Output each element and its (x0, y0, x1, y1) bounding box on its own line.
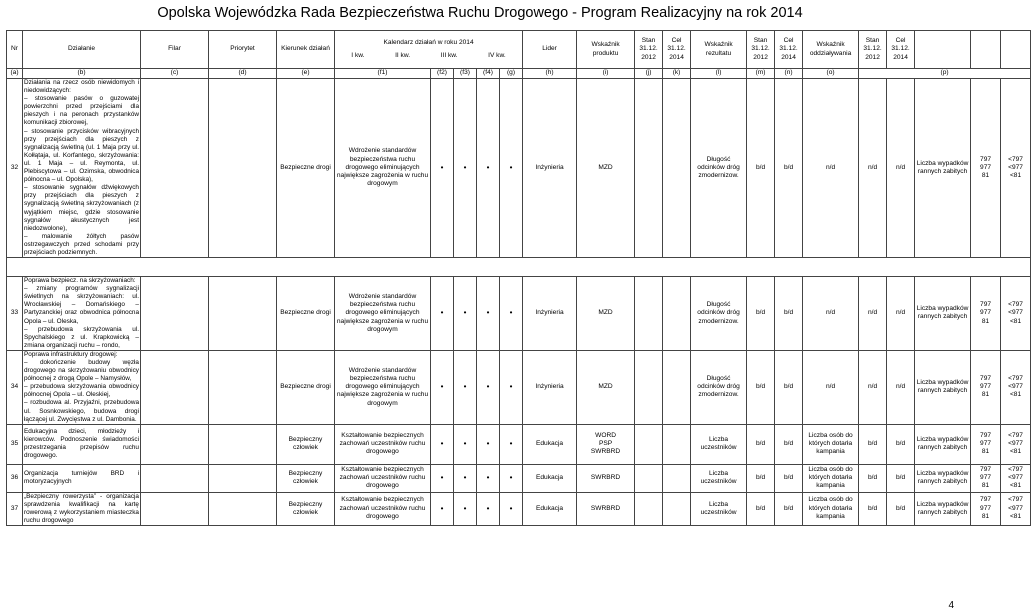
header-dzialanie: Działanie (23, 31, 141, 69)
row-nr: 36 (7, 464, 23, 492)
table-row (7, 492, 1031, 525)
row-stan-3: 797 977 81 (971, 492, 1001, 525)
column-letter: (o) (803, 69, 859, 79)
page-title: Opolska Wojewódzka Rada Bezpieczeństwa Ruchu Drogowego - Program Realizacyjny na rok 2014 (157, 5, 803, 21)
header-kierunek: Kierunek działań (277, 31, 335, 69)
header-filar: Filar (141, 31, 209, 69)
row-stan-1 (635, 424, 663, 464)
row-quarter-mark: • (454, 277, 477, 351)
row-wsk-produktu: WORD PSP SWRBRD (577, 424, 635, 464)
row-stan-3: 797 977 81 (971, 79, 1001, 258)
row-stan-3a: b/d (859, 492, 887, 525)
header-extra-1 (915, 31, 971, 69)
row-cel-1 (663, 464, 691, 492)
header-kalendarz (335, 31, 523, 69)
table-row (7, 350, 1031, 424)
row-quarter-mark: • (500, 424, 523, 464)
row-kierunek: Bezpieczne drogi (277, 277, 335, 351)
row-quarter-mark: • (477, 350, 500, 424)
header-stan-1: Stan 31.12. 2012 (635, 31, 663, 69)
column-letter: (e) (277, 69, 335, 79)
column-letter: (c) (141, 69, 209, 79)
row-kierunek: Bezpieczny człowiek (277, 464, 335, 492)
header-wsk-oddzialywania: Wskaźnik oddziaływania (803, 31, 859, 69)
row-dzialanie: Poprawa infrastruktury drogowej: – dokończenie budowy węzła drogowego na skrzyżowaniu obwodnicy północnej z drogą Opole – Namysłów, – przebudowa skrzyżowania obwodnicy północnej Opola – ul. Oleskiej, – rozbudowa al. Przyjaźni, przebudowa ul. Sosnkowskiego, budowa drogi łączącej ul. Zwycięstwa z ul. Dambonia. (24, 350, 139, 423)
row-cel-3: <797 <977 <81 (1001, 79, 1031, 258)
row-filar (141, 464, 209, 492)
row-stan-2: b/d (747, 492, 775, 525)
row-quarter-mark: • (500, 464, 523, 492)
row-cel-2: b/d (775, 464, 803, 492)
row-cel-2: b/d (775, 277, 803, 351)
row-wsk-oddzialywania: Liczba wypadków rannych zabitych (915, 277, 971, 351)
row-wsk-oddz-rez: n/d (803, 79, 859, 258)
row-wsk-oddzialywania: Liczba wypadków rannych zabitych (915, 79, 971, 258)
row-kierunek-full: Kształtowanie bezpiecznych zachowań uczestników ruchu drogowego (335, 424, 431, 464)
row-wsk-oddzialywania: Liczba wypadków rannych zabitych (915, 424, 971, 464)
header-lider: Lider (523, 31, 577, 69)
row-cel-3a: n/d (887, 277, 915, 351)
row-cel-1 (663, 424, 691, 464)
header-priorytet: Priorytet (209, 31, 277, 69)
row-kierunek-full: Kształtowanie bezpiecznych zachowań uczestników ruchu drogowego (335, 464, 431, 492)
program-table (6, 30, 1031, 526)
column-letter: (f4) (477, 69, 500, 79)
row-quarter-mark: • (477, 492, 500, 525)
row-kierunek: Bezpieczne drogi (277, 79, 335, 258)
row-stan-3: 797 977 81 (971, 424, 1001, 464)
row-dzialanie: „Bezpieczny rowerzysta” - organizacja sprawdzenia kwalifikacji na kartę rowerową z wykorzystaniem miasteczka ruchu drogowego (24, 492, 139, 525)
row-cel-3a: b/d (887, 464, 915, 492)
row-wsk-oddz-rez: n/d (803, 350, 859, 424)
row-dzialanie: Działania na rzecz osób niewidomych i niedowidzących: – stosowanie pasów o guzowatej powierzchni przed przejściami dla pieszych i na peronach przystanków komunikacji zbiorowej, – stosowanie przycisków wibracyjnych przy przejściach dla pieszych z sygnalizacją świetlną (ul. 1 Maja przy ul. Kołłątaja, ul. Korfantego, skrzyżowania: ul. 1 Maja – ul. Reymonta, ul. Plebiscytowa – ul. Ozimska, obwodnica północna – ul. Opolska), – stosowanie sygnałów dźwiękowych przy przejściach dla pieszych z sygnalizacją świetlną skrzyżowaniach (z wyjątkiem miejsc, gdzie stosowanie sygnałów akustycznych jest niedozwolone), – malowanie żółtych pasów ostrzegawczych przed schodami przy przejściach podziemnych. (24, 79, 139, 256)
row-cel-1 (663, 492, 691, 525)
row-stan-3: 797 977 81 (971, 350, 1001, 424)
row-priorytet (209, 277, 277, 351)
row-quarter-mark: • (431, 79, 454, 258)
row-quarter-mark: • (477, 464, 500, 492)
row-cel-2: b/d (775, 424, 803, 464)
column-letter: (f1) (335, 69, 431, 79)
header-q3: III kw. (440, 51, 458, 59)
row-stan-3: 797 977 81 (971, 464, 1001, 492)
page-number: 4 (948, 600, 954, 611)
row-stan-1 (635, 277, 663, 351)
letters-row (7, 69, 1031, 79)
row-quarter-mark: • (454, 350, 477, 424)
row-dzialanie: Edukacyjna dzieci, młodzieży i kierowców. Podnoszenie świadomości przestrzegania przepisów ruchu drogowego. (23, 424, 141, 464)
row-kierunek: Bezpieczny człowiek (277, 424, 335, 464)
header-extra-2 (971, 31, 1001, 69)
row-quarter-mark: • (454, 424, 477, 464)
column-letter: (d) (209, 69, 277, 79)
row-stan-3a: b/d (859, 424, 887, 464)
row-stan-1 (635, 79, 663, 258)
row-wsk-rezultatu: Liczba uczestników (691, 492, 747, 525)
column-letter: (h) (523, 69, 577, 79)
row-cel-2: b/d (775, 350, 803, 424)
row-nr: 37 (7, 492, 23, 525)
row-filar (141, 492, 209, 525)
row-kierunek-full: Wdrożenie standardów bezpieczeństwa ruchu drogowego eliminujących największe zagrożenia w ruchu drogowym (335, 277, 431, 351)
header-wsk-rezultatu: Wskaźnik rezultatu (691, 31, 747, 69)
row-cel-3: <797 <977 <81 (1001, 464, 1031, 492)
row-cel-3: <797 <977 <81 (1001, 492, 1031, 525)
header-stan-2: Stan 31.12. 2012 (747, 31, 775, 69)
row-wsk-produktu: MZD (577, 350, 635, 424)
row-stan-3a: n/d (859, 350, 887, 424)
row-lider: Edukacja (523, 464, 577, 492)
row-wsk-rezultatu: Liczba uczestników (691, 424, 747, 464)
table-row (7, 424, 1031, 464)
row-wsk-rezultatu: Długość odcinków dróg zmodernizow. (691, 79, 747, 258)
row-quarter-mark: • (500, 492, 523, 525)
row-cel-2: b/d (775, 79, 803, 258)
row-cel-3a: b/d (887, 424, 915, 464)
column-letter: (b) (23, 69, 141, 79)
row-stan-3: 797 977 81 (971, 277, 1001, 351)
row-priorytet (209, 79, 277, 258)
row-quarter-mark: • (500, 277, 523, 351)
row-lider: Edukacja (523, 424, 577, 464)
column-letter: (f2) (431, 69, 454, 79)
row-wsk-oddzialywania: Liczba wypadków rannych zabitych (915, 492, 971, 525)
row-quarter-mark: • (454, 464, 477, 492)
row-quarter-mark: • (454, 492, 477, 525)
row-dzialanie: Poprawa bezpiecz. na skrzyżowaniach: – zmiany programów sygnalizacji świetlnych na skrzyżowaniach: ul. Wrocławskiej – Domańskiego – Partyzanckiej oraz obwodnica północna Opola – ul. Oleska, – przebudowa skrzyżowania ul. Spychalskiego z ul. Krapkowicką – zmiana organizacji ruchu – rondo, (24, 277, 139, 349)
row-stan-3a: n/d (859, 277, 887, 351)
header-cel-2: Cel 31.12. 2014 (775, 31, 803, 69)
row-cel-1 (663, 277, 691, 351)
row-quarter-mark: • (454, 79, 477, 258)
header-nr: Nr (7, 31, 23, 69)
header-extra-3 (1001, 31, 1031, 69)
column-letter: (i) (577, 69, 635, 79)
row-kierunek-full: Kształtowanie bezpiecznych zachowań uczestników ruchu drogowego (335, 492, 431, 525)
row-lider: Inżynieria (523, 277, 577, 351)
row-stan-2: b/d (747, 424, 775, 464)
table-row (7, 464, 1031, 492)
row-cel-3: <797 <977 <81 (1001, 277, 1031, 351)
row-wsk-oddzialywania: Liczba wypadków rannych zabitych (915, 350, 971, 424)
header-cel-3: Cel 31.12. 2014 (887, 31, 915, 69)
column-letter: (k) (663, 69, 691, 79)
row-priorytet (209, 492, 277, 525)
row-kierunek-full: Wdrożenie standardów bezpieczeństwa ruchu drogowego eliminujących największe zagrożenia w ruchu drogowym (335, 350, 431, 424)
row-wsk-rezultatu: Liczba uczestników (691, 464, 747, 492)
row-quarter-mark: • (500, 79, 523, 258)
row-kierunek: Bezpieczny człowiek (277, 492, 335, 525)
header-cel-1: Cel 31.12. 2014 (663, 31, 691, 69)
row-filar (141, 79, 209, 258)
column-letter: (p) (859, 69, 1031, 79)
row-priorytet (209, 464, 277, 492)
row-stan-1 (635, 350, 663, 424)
header-q4: IV kw. (488, 51, 506, 59)
row-priorytet (209, 350, 277, 424)
column-letter: (n) (775, 69, 803, 79)
row-stan-2: b/d (747, 79, 775, 258)
row-quarter-mark: • (431, 277, 454, 351)
row-cel-2: b/d (775, 492, 803, 525)
row-quarter-mark: • (477, 79, 500, 258)
column-letter: (m) (747, 69, 775, 79)
row-dzialanie: Organizacja turniejów BRD i motoryzacyjnych (23, 464, 141, 492)
row-quarter-mark: • (431, 424, 454, 464)
row-lider: Inżynieria (523, 350, 577, 424)
row-quarter-mark: • (500, 350, 523, 424)
header-kalendarz-label: Kalendarz działań w roku 2014 (383, 39, 474, 47)
row-nr: 33 (7, 277, 23, 351)
row-cel-3a: b/d (887, 492, 915, 525)
column-letter: (l) (691, 69, 747, 79)
row-quarter-mark: • (431, 492, 454, 525)
column-letter: (a) (7, 69, 23, 79)
row-wsk-produktu: SWRBRD (577, 492, 635, 525)
row-wsk-oddz-rez: n/d (803, 277, 859, 351)
row-stan-1 (635, 492, 663, 525)
row-wsk-oddz-rez: Liczba osób do których dotarła kampania (803, 464, 859, 492)
row-quarter-mark: • (431, 350, 454, 424)
row-stan-2: b/d (747, 277, 775, 351)
row-gap-cell (7, 258, 1031, 277)
row-quarter-mark: • (477, 277, 500, 351)
row-stan-2: b/d (747, 350, 775, 424)
table-row (7, 277, 1031, 351)
row-cel-3a: n/d (887, 79, 915, 258)
row-wsk-produktu: MZD (577, 79, 635, 258)
row-filar (141, 350, 209, 424)
column-letter: (g) (500, 69, 523, 79)
row-quarter-mark: • (477, 424, 500, 464)
row-wsk-produktu: SWRBRD (577, 464, 635, 492)
row-cel-3: <797 <977 <81 (1001, 350, 1031, 424)
row-stan-3a: b/d (859, 464, 887, 492)
row-nr: 35 (7, 424, 23, 464)
rows-body (7, 79, 1031, 526)
header-stan-3: Stan 31.12. 2012 (859, 31, 887, 69)
table-row (7, 79, 1031, 258)
header-q1: I kw. (351, 51, 365, 59)
row-priorytet (209, 424, 277, 464)
row-wsk-rezultatu: Długość odcinków dróg zmodernizow. (691, 350, 747, 424)
row-nr: 34 (7, 350, 23, 424)
row-wsk-oddz-rez: Liczba osób do których dotarła kampania (803, 424, 859, 464)
row-cel-1 (663, 79, 691, 258)
row-wsk-oddzialywania: Liczba wypadków rannych zabitych (915, 464, 971, 492)
header-wsk-produktu: Wskaźnik produktu (577, 31, 635, 69)
row-wsk-produktu: MZD (577, 277, 635, 351)
row-cel-3a: n/d (887, 350, 915, 424)
row-gap (7, 258, 1031, 277)
row-cel-3: <797 <977 <81 (1001, 424, 1031, 464)
header-q2: II kw. (395, 51, 411, 59)
row-kierunek-full: Wdrożenie standardów bezpieczeństwa ruchu drogowego eliminujących największe zagrożenia w ruchu drogowym (335, 79, 431, 258)
column-letter: (j) (635, 69, 663, 79)
row-cel-1 (663, 350, 691, 424)
row-wsk-oddz-rez: Liczba osób do których dotarła kampania (803, 492, 859, 525)
row-filar (141, 277, 209, 351)
row-lider: Inżynieria (523, 79, 577, 258)
row-filar (141, 424, 209, 464)
row-nr: 32 (7, 79, 23, 258)
row-stan-1 (635, 464, 663, 492)
column-letter: (f3) (454, 69, 477, 79)
row-kierunek: Bezpieczne drogi (277, 350, 335, 424)
row-stan-3a: n/d (859, 79, 887, 258)
row-wsk-rezultatu: Długość odcinków dróg zmodernizow. (691, 277, 747, 351)
row-quarter-mark: • (431, 464, 454, 492)
row-stan-2: b/d (747, 464, 775, 492)
row-lider: Edukacja (523, 492, 577, 525)
